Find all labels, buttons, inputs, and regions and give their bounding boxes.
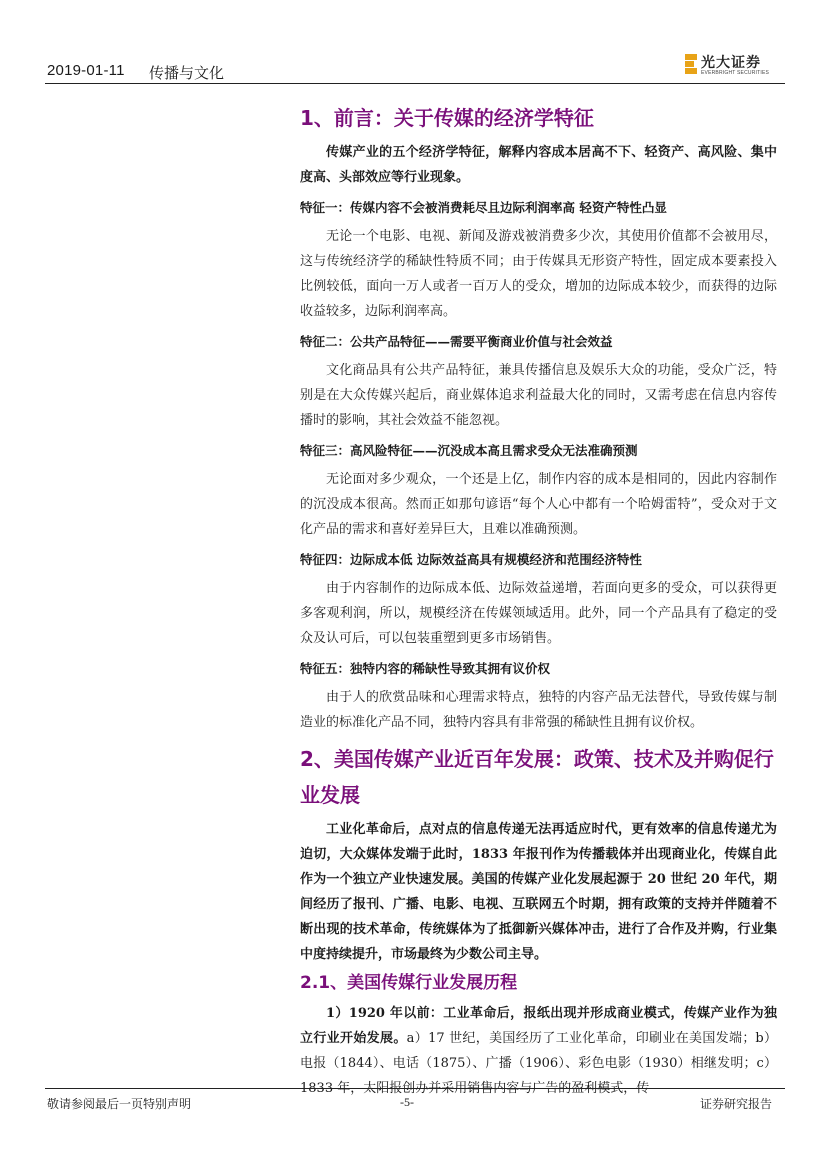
logo-name: 光大证券: [701, 55, 761, 71]
report-body: [300, 100, 777, 1101]
report-topic: 传播与文化: [149, 64, 225, 82]
section-1-title: 1、前言：关于传媒的经济学特征: [300, 106, 594, 130]
feature-3-heading: 特征三：高风险特征——沉没成本高且需求受众无法准确预测: [300, 443, 638, 458]
page-number: -5-: [400, 1095, 414, 1109]
feature-3-body: 无论面对多少观众，一个还是上亿，制作内容的成本是相同的，因此内容制作的沉没成本很高。然而正如那句谚语“每个人心中都有一个哈姆雷特”，受众对于文化产品的需求和喜好差异巨大，且难以准确预测。: [300, 472, 777, 537]
feature-5-body: 由于人的欣赏品味和心理需求特点，独特的内容产品无法替代，导致传媒与制造业的标准化产品不同，独特内容具有非常强的稀缺性且拥有议价权。: [300, 690, 777, 730]
history-item-1: [300, 1001, 777, 1101]
disclaimer-note: 敬请参阅最后一页特别声明: [47, 1097, 192, 1111]
feature-5-heading: 特征五：独特内容的稀缺性导致其拥有议价权: [300, 661, 551, 676]
logo-mark-icon: [685, 54, 697, 74]
subsection-2-1-title: 2.1、美国传媒行业发展历程: [300, 973, 518, 993]
section-2-title: 2、美国传媒产业近百年发展：政策、技术及并购促行业发展: [300, 747, 774, 807]
section-1-lead: 传媒产业的五个经济学特征，解释内容成本居高不下、轻资产、高风险、集中度高、头部效应等行业现象。: [300, 145, 777, 185]
section-2-lead: 工业化革命后，点对点的信息传递无法再适应时代，更有效率的信息传递尤为迫切，大众媒体发端于此时，1833 年报刊作为传播载体并出现商业化，传媒自此作为一个独立产业快速发展。美国的传媒产业化发展起源于 20 世纪 20 年代，期间经历了报刊、广播、电影、电视、互联网五个时期，拥有政策的支持并伴随着不断出现的技术革命，传统媒体为了抵御新兴媒体冲击，进行了合作及并购，行业集中度持续提升，市场最终为少数公司主导。: [300, 822, 777, 962]
report-type: 证券研究报告: [700, 1097, 773, 1111]
feature-2-heading: 特征二：公共产品特征——需要平衡商业价值与社会效益: [300, 334, 613, 349]
logo-english-name: EVERBRIGHT SECURITIES: [701, 70, 770, 76]
feature-2-body: 文化商品具有公共产品特征，兼具传播信息及娱乐大众的功能，受众广泛，特别是在大众传媒兴起后，商业媒体追求利益最大化的同时，又需考虑在信息内容传播时的影响，其社会效益不能忽视。: [300, 363, 777, 428]
header-divider: [45, 83, 785, 84]
feature-4-heading: 特征四：边际成本低 边际效益高具有规模经济和范围经济特性: [300, 552, 642, 567]
history-item-1-text: a）17 世纪，美国经历了工业化革命，印刷业在美国发端；b）电报（1844）、电话（1875）、广播（1906）、彩色电影（1930）相继发明；c）1833 年，太阳报创办并采用销售内容与广告的盈利模式，传: [300, 1031, 777, 1096]
history-item-1-lead: 1）1920 年以前：工业革命后，报纸出现并形成商业模式，传媒产业作为独立行业开始发展。: [300, 1006, 777, 1046]
report-date: 2019-01-11: [47, 62, 125, 79]
footer-divider: [45, 1088, 785, 1089]
brand-logo: [685, 52, 785, 82]
feature-1-heading: 特征一：传媒内容不会被消费耗尽且边际利润率高 轻资产特性凸显: [300, 200, 667, 215]
feature-4-body: 由于内容制作的边际成本低、边际效益递增，若面向更多的受众，可以获得更多客观利润，所以，规模经济在传媒领域适用。此外，同一个产品具有了稳定的受众及认可后，可以包装重塑到更多市场销售。: [300, 581, 777, 646]
feature-1-body: 无论一个电影、电视、新闻及游戏被消费多少次，其使用价值都不会被用尽，这与传统经济学的稀缺性特质不同；由于传媒具无形资产特性，固定成本要素投入比例较低，面向一万人或者一百万人的受众，增加的边际成本较少，而获得的边际收益较多，边际利润率高。: [300, 229, 777, 319]
